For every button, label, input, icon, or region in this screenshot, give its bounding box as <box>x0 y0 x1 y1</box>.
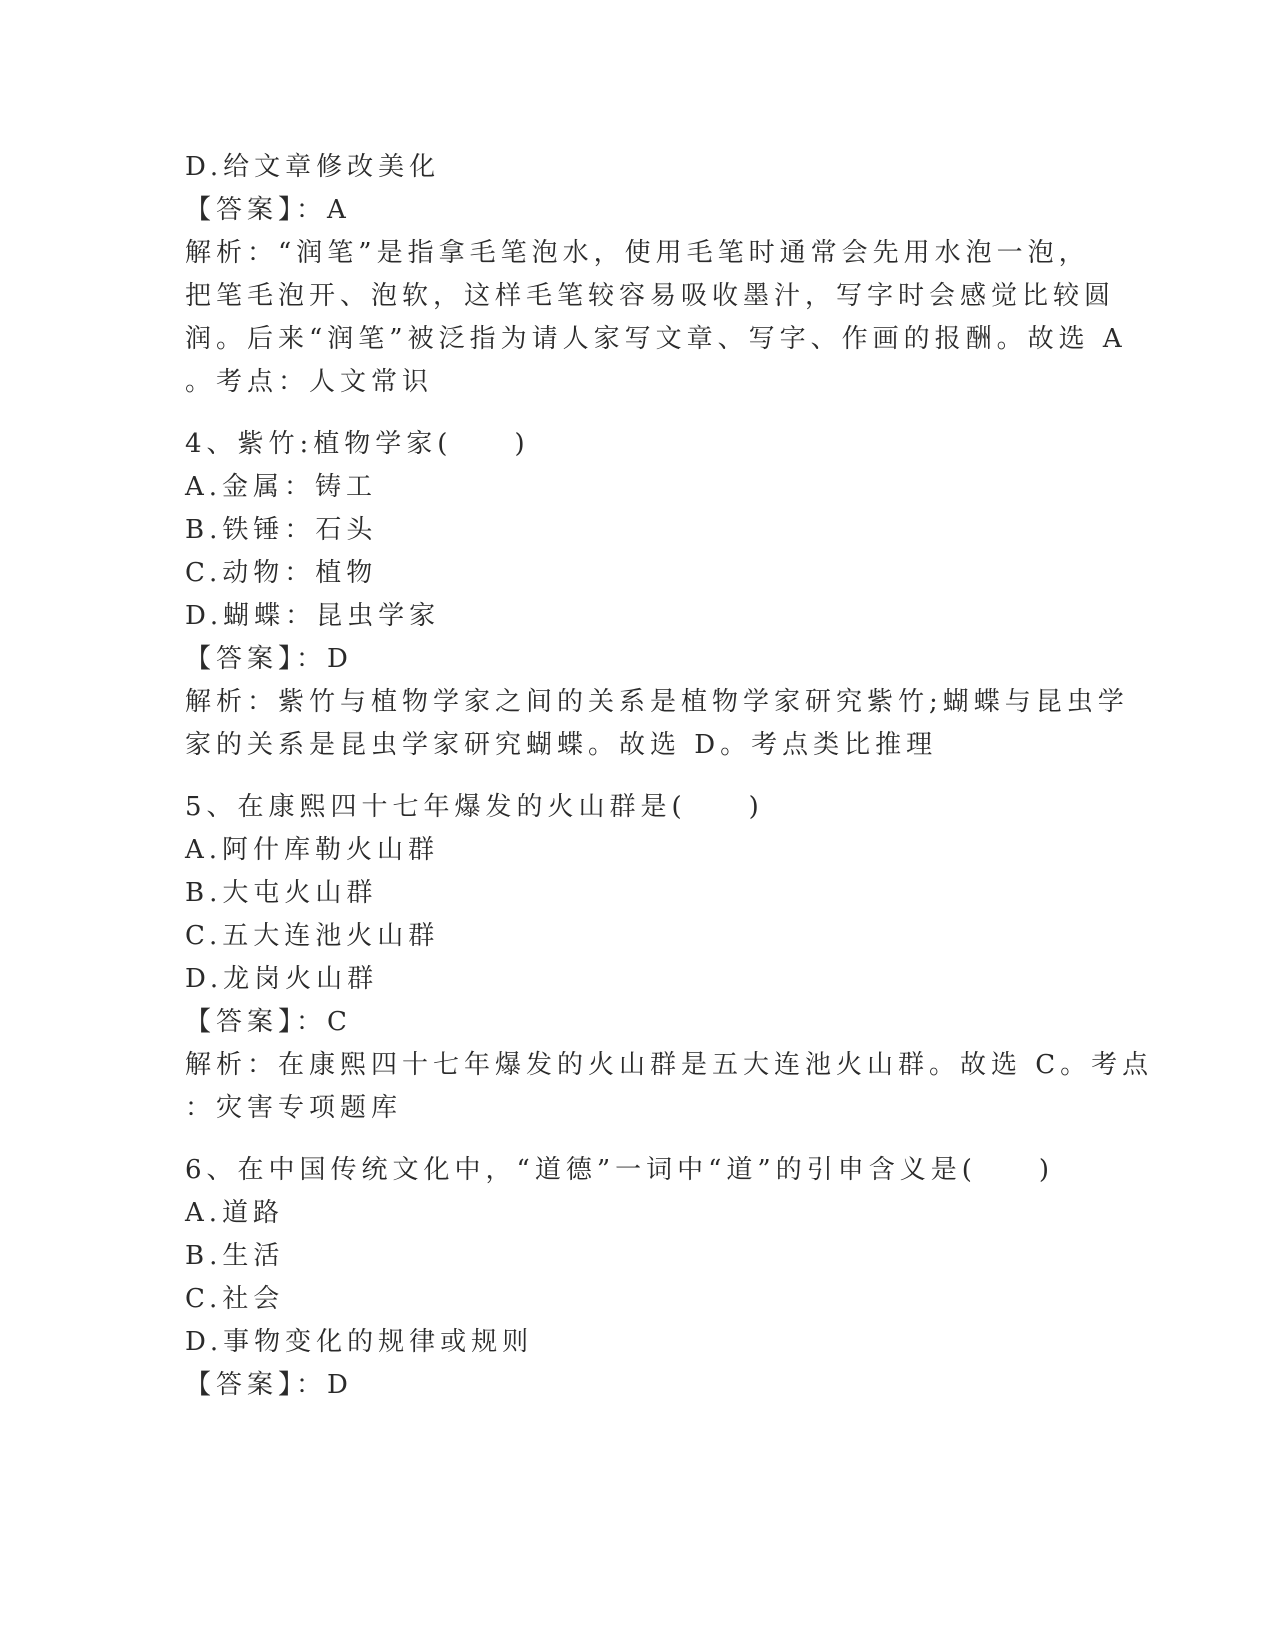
explanation-line: 解析：在康熙四十七年爆发的火山群是五大连池火山群。故选 C。考点 <box>185 1050 1154 1080</box>
option-d: D.龙岗火山群 <box>185 964 379 994</box>
answer: 【答案】：A <box>185 195 351 225</box>
question-stem: 5、在康熙四十七年爆发的火山群是( ) <box>185 792 764 822</box>
explanation-line: 家的关系是昆虫学家研究蝴蝶。故选 D。考点类比推理 <box>185 730 938 760</box>
explanation-line: 解析：紫竹与植物学家之间的关系是植物学家研究紫竹;蝴蝶与昆虫学 <box>185 687 1129 717</box>
spacer <box>185 1130 1085 1149</box>
question-4 <box>185 423 1129 767</box>
document-content <box>185 146 1154 1407</box>
question-5 <box>185 786 1154 1130</box>
answer: 【答案】：D <box>185 644 353 674</box>
option-a: A.道路 <box>185 1198 285 1228</box>
spacer <box>185 404 1085 423</box>
option-c: C.五大连池火山群 <box>185 921 440 951</box>
answer: 【答案】：C <box>185 1007 352 1037</box>
spacer <box>185 767 1085 786</box>
option-a: A.金属：铸工 <box>185 472 378 502</box>
option-b: B.大屯火山群 <box>185 878 378 908</box>
explanation-line: 把笔毛泡开、泡软，这样毛笔较容易吸收墨汁，写字时会感觉比较圆 <box>185 281 1116 311</box>
question-stem: 4、紫竹:植物学家( ) <box>185 429 530 459</box>
explanation-line: ：灾害专项题库 <box>185 1093 403 1123</box>
question-stem: 6、在中国传统文化中，“道德”一词中“道”的引申含义是( ) <box>185 1155 1054 1185</box>
explanation-line: 解析：“润笔”是指拿毛笔泡水，使用毛笔时通常会先用水泡一泡， <box>185 238 1090 268</box>
option-d: D.给文章修改美化 <box>185 152 441 182</box>
option-b: B.铁锤：石头 <box>185 515 378 545</box>
explanation-line: 。考点：人文常识 <box>185 367 434 397</box>
option-d: D.蝴蝶：昆虫学家 <box>185 601 441 631</box>
answer: 【答案】：D <box>185 1370 353 1400</box>
option-a: A.阿什库勒火山群 <box>185 835 440 865</box>
question-3-tail <box>185 146 1127 404</box>
option-d: D.事物变化的规律或规则 <box>185 1327 534 1357</box>
question-6 <box>185 1149 1085 1407</box>
option-c: C.社会 <box>185 1284 285 1314</box>
option-c: C.动物：植物 <box>185 558 378 588</box>
option-b: B.生活 <box>185 1241 285 1271</box>
explanation-line: 润。后来“润笔”被泛指为请人家写文章、写字、作画的报酬。故选 A <box>185 324 1127 354</box>
